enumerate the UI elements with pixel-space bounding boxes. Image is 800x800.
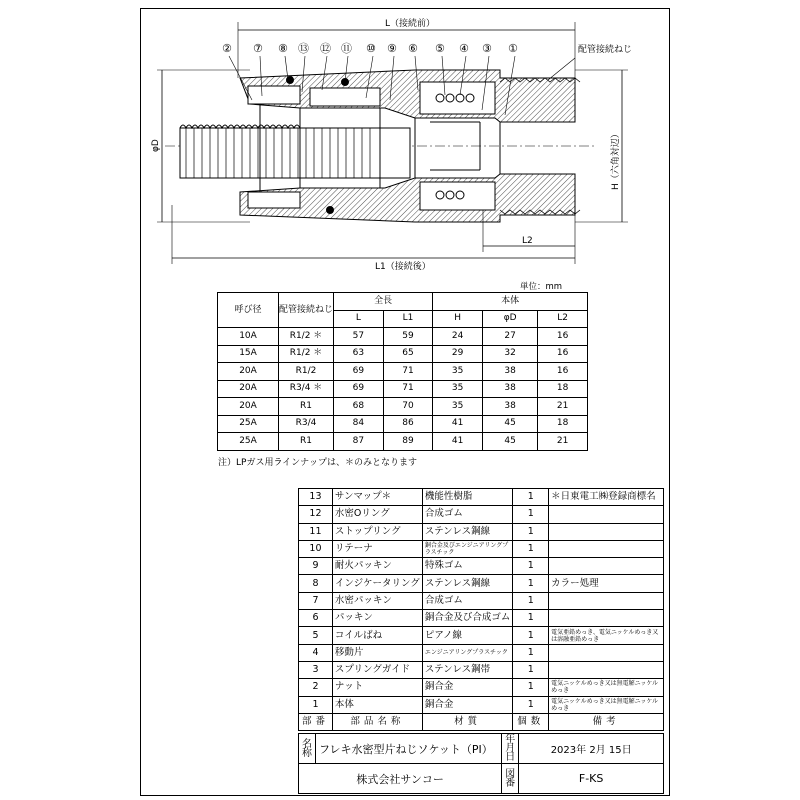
dim-cell-L1: 71	[383, 380, 433, 398]
dim-cell-L2: 21	[538, 398, 588, 416]
balloon-2: ②	[222, 42, 232, 55]
part-cell-name: スプリングガイド	[332, 661, 422, 678]
drawing-number: F-KS	[519, 764, 664, 794]
part-cell-qty: 1	[513, 696, 549, 713]
dim-cell-H: 35	[433, 363, 483, 381]
part-cell-material: 銅合金	[422, 696, 513, 713]
dim-cell-name: 10A	[218, 328, 279, 346]
dimension-row	[218, 363, 588, 381]
part-row	[299, 558, 664, 575]
part-cell-no: 10	[299, 540, 333, 557]
dim-cell-thread: R1/2	[279, 363, 334, 381]
dim-cell-L: 87	[334, 433, 384, 451]
part-cell-remark: カラー処理	[549, 575, 664, 592]
part-cell-name: 本体	[332, 696, 422, 713]
part-cell-name: ストップリング	[332, 523, 422, 540]
balloon-4: ④	[459, 42, 469, 55]
part-cell-qty: 1	[513, 592, 549, 609]
part-cell-qty: 1	[513, 644, 549, 661]
part-cell-qty: 1	[513, 523, 549, 540]
part-cell-no: 1	[299, 696, 333, 713]
part-cell-material: ステンレス鋼線	[422, 523, 513, 540]
dim-cell-D: 45	[482, 433, 537, 451]
part-cell-material: 銅合金	[422, 679, 513, 696]
part-row	[299, 661, 664, 678]
balloon-13: ⑬	[298, 42, 309, 55]
dim-cell-L2: 16	[538, 345, 588, 363]
part-row	[299, 523, 664, 540]
part-cell-no: 7	[299, 592, 333, 609]
part-row	[299, 592, 664, 609]
date-value: 2023年 2月 15日	[519, 734, 664, 764]
part-cell-material: 合成ゴム	[422, 506, 513, 523]
parts-header-qty: 個数	[513, 713, 549, 730]
date-label: 年月日	[502, 734, 519, 764]
dim-cell-thread: R1	[279, 398, 334, 416]
part-cell-name: インジケータリング	[332, 575, 422, 592]
part-cell-material: エンジニアリングプラスチック	[422, 644, 513, 661]
part-cell-no: 8	[299, 575, 333, 592]
part-cell-name: ナット	[332, 679, 422, 696]
part-cell-no: 12	[299, 506, 333, 523]
dim-cell-L: 68	[334, 398, 384, 416]
part-cell-name: 移動片	[332, 644, 422, 661]
header-H: H	[433, 310, 483, 328]
header-total: 全長	[334, 293, 433, 311]
header-L: L	[334, 310, 384, 328]
dim-cell-D: 38	[482, 363, 537, 381]
part-row	[299, 506, 664, 523]
dim-cell-D: 38	[482, 380, 537, 398]
dimension-row	[218, 380, 588, 398]
header-body: 本体	[433, 293, 588, 311]
part-cell-name: パッキン	[332, 610, 422, 627]
part-cell-name: コイルばね	[332, 627, 422, 644]
balloon-1: ①	[508, 42, 518, 55]
dim-cell-L2: 18	[538, 415, 588, 433]
part-cell-qty: 1	[513, 575, 549, 592]
dim-L1-label: L1（接続後）	[375, 262, 431, 272]
dim-cell-thread: R1/2 ＊	[279, 345, 334, 363]
balloon-5: ⑤	[435, 42, 445, 55]
part-cell-remark	[549, 523, 664, 540]
parts-header-name: 部品名称	[332, 713, 422, 730]
note: 注）LPガス用ラインナップは、＊のみとなります	[218, 458, 417, 468]
dim-cell-D: 27	[482, 328, 537, 346]
dim-cell-L: 57	[334, 328, 384, 346]
balloon-12: ⑫	[320, 42, 331, 55]
part-cell-no: 6	[299, 610, 333, 627]
part-cell-material: 銅合金及び合成ゴム	[422, 610, 513, 627]
part-row	[299, 610, 664, 627]
part-cell-remark	[549, 592, 664, 609]
part-cell-qty: 1	[513, 661, 549, 678]
part-cell-name: 水密Oリング	[332, 506, 422, 523]
name-label: 名称	[299, 734, 316, 764]
part-cell-qty: 1	[513, 610, 549, 627]
dim-cell-D: 38	[482, 398, 537, 416]
dim-cell-thread: R3/4	[279, 415, 334, 433]
part-cell-no: 4	[299, 644, 333, 661]
header-L1: L1	[383, 310, 433, 328]
parts-header-no: 部番	[299, 713, 333, 730]
dim-cell-thread: R1/2 ＊	[279, 328, 334, 346]
dim-L2-label: L2	[522, 236, 533, 246]
part-cell-material: ステンレス鋼線	[422, 575, 513, 592]
dim-cell-L: 69	[334, 363, 384, 381]
part-cell-no: 11	[299, 523, 333, 540]
header-thread: 配管接続ねじ	[279, 293, 334, 328]
part-cell-no: 2	[299, 679, 333, 696]
parts-table	[298, 488, 664, 731]
part-cell-remark	[549, 558, 664, 575]
part-cell-qty: 1	[513, 627, 549, 644]
part-cell-remark: ＊日東電工㈱登録商標名	[549, 489, 664, 506]
parts-header-material: 材質	[422, 713, 513, 730]
dimension-row	[218, 328, 588, 346]
dim-cell-L2: 21	[538, 433, 588, 451]
part-cell-remark	[549, 506, 664, 523]
dim-cell-L1: 86	[383, 415, 433, 433]
dim-cell-name: 15A	[218, 345, 279, 363]
part-cell-remark	[549, 644, 664, 661]
dim-cell-L1: 89	[383, 433, 433, 451]
part-cell-name: 耐火パッキン	[332, 558, 422, 575]
part-cell-no: 5	[299, 627, 333, 644]
part-row	[299, 489, 664, 506]
balloon-7: ⑦	[253, 42, 263, 55]
part-cell-material: ステンレス鋼帯	[422, 661, 513, 678]
part-cell-qty: 1	[513, 506, 549, 523]
dimension-row	[218, 415, 588, 433]
dimension-row	[218, 433, 588, 451]
part-row	[299, 575, 664, 592]
part-cell-material: 機能性樹脂	[422, 489, 513, 506]
dim-cell-L1: 65	[383, 345, 433, 363]
dim-cell-H: 35	[433, 398, 483, 416]
balloon-9: ⑨	[387, 42, 397, 55]
header-L2: L2	[538, 310, 588, 328]
part-cell-remark	[549, 610, 664, 627]
part-cell-material: 特殊ゴム	[422, 558, 513, 575]
part-cell-qty: 1	[513, 489, 549, 506]
part-cell-name: 水密パッキン	[332, 592, 422, 609]
dim-cell-L1: 70	[383, 398, 433, 416]
header-D: φD	[482, 310, 537, 328]
dim-H-label: H（六角対辺）	[611, 129, 621, 190]
dim-cell-name: 25A	[218, 415, 279, 433]
balloon-6: ⑥	[408, 42, 418, 55]
part-cell-material: 合成ゴム	[422, 592, 513, 609]
balloon-10: ⑩	[366, 42, 376, 55]
dim-cell-L: 84	[334, 415, 384, 433]
part-cell-name: サンマップ＊	[332, 489, 422, 506]
cross-section-drawing	[140, 8, 670, 283]
part-row	[299, 540, 664, 557]
part-cell-no: 13	[299, 489, 333, 506]
dim-cell-D: 45	[482, 415, 537, 433]
part-cell-no: 9	[299, 558, 333, 575]
part-row	[299, 679, 664, 696]
dim-cell-L2: 16	[538, 363, 588, 381]
part-cell-remark: 電気ニッケルめっき又は無電解ニッケルめっき	[549, 679, 664, 696]
part-cell-material: ピアノ線	[422, 627, 513, 644]
part-cell-remark: 電気亜鉛めっき、電気ニッケルめっき又は溶融亜鉛めっき	[549, 627, 664, 644]
product-name: フレキ水密型片ねじソケット（PI）	[316, 734, 502, 764]
dim-cell-H: 35	[433, 380, 483, 398]
unit-label: 単位：mm	[520, 282, 563, 292]
dimension-row	[218, 345, 588, 363]
dim-cell-name: 20A	[218, 363, 279, 381]
dim-cell-H: 41	[433, 415, 483, 433]
dim-cell-H: 24	[433, 328, 483, 346]
part-row	[299, 696, 664, 713]
drawing-no-label: 図番	[502, 764, 519, 794]
part-row	[299, 644, 664, 661]
part-cell-remark: 電気ニッケルめっき又は無電解ニッケルめっき	[549, 696, 664, 713]
title-block	[298, 733, 664, 794]
part-cell-remark	[549, 540, 664, 557]
dimension-row	[218, 398, 588, 416]
dim-cell-thread: R1	[279, 433, 334, 451]
dim-L-label: L（接続前）	[385, 19, 436, 29]
balloon-11: ⑪	[341, 42, 352, 55]
dim-phiD-label: φD	[151, 139, 161, 152]
dim-cell-name: 20A	[218, 398, 279, 416]
part-cell-qty: 1	[513, 540, 549, 557]
dim-cell-thread: R3/4 ＊	[279, 380, 334, 398]
part-cell-material: 銅合金及びエンジニアリングプラスチック	[422, 540, 513, 557]
dim-cell-L: 69	[334, 380, 384, 398]
dim-cell-L1: 71	[383, 363, 433, 381]
dim-cell-L: 63	[334, 345, 384, 363]
dim-cell-L2: 16	[538, 328, 588, 346]
dim-cell-D: 32	[482, 345, 537, 363]
dim-cell-L2: 18	[538, 380, 588, 398]
dim-cell-H: 29	[433, 345, 483, 363]
header-name: 呼び径	[218, 293, 279, 328]
parts-header-remark: 備考	[549, 713, 664, 730]
company-name: 株式会社サンコー	[299, 764, 502, 794]
dim-cell-H: 41	[433, 433, 483, 451]
part-cell-qty: 1	[513, 679, 549, 696]
part-cell-no: 3	[299, 661, 333, 678]
dim-cell-name: 20A	[218, 380, 279, 398]
dim-cell-name: 25A	[218, 433, 279, 451]
part-cell-remark	[549, 661, 664, 678]
dim-cell-L1: 59	[383, 328, 433, 346]
part-cell-qty: 1	[513, 558, 549, 575]
part-row	[299, 627, 664, 644]
part-cell-name: リテーナ	[332, 540, 422, 557]
balloon-3: ③	[482, 42, 492, 55]
balloon-8: ⑧	[278, 42, 288, 55]
pipe-thread-label: 配管接続ねじ	[578, 45, 633, 55]
dimension-table	[217, 292, 588, 451]
